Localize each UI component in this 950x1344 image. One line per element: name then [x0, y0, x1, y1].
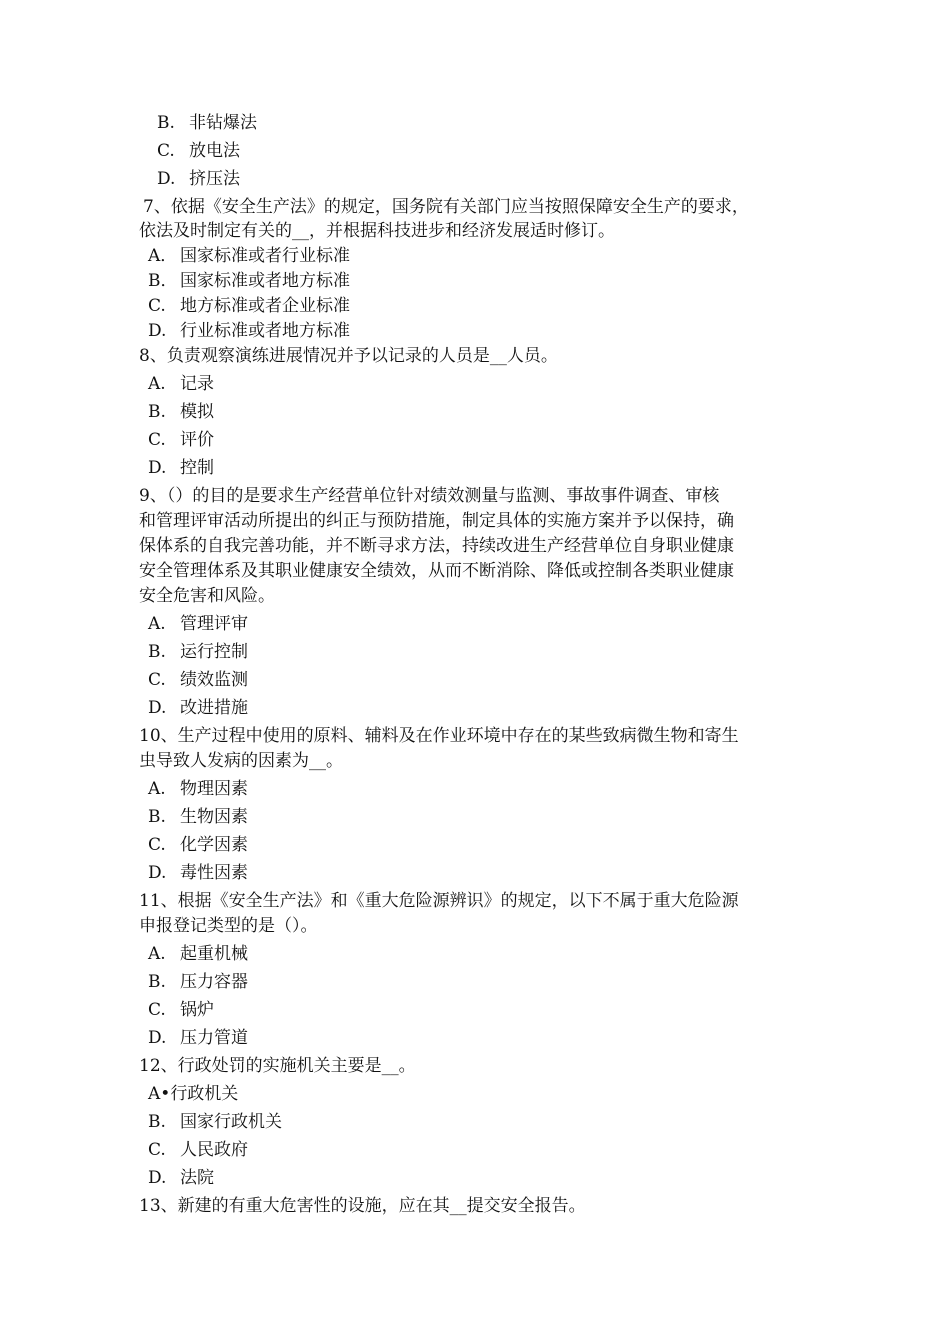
option-9-d: D. 改进措施: [148, 698, 248, 718]
option-10-b: B. 生物因素: [148, 807, 248, 827]
option-7-c: C. 地方标准或者企业标准: [148, 296, 350, 316]
question-10-line-2: 虫导致人发病的因素为__。: [139, 751, 343, 771]
option-7-b: B． 国家标准或者地方标准: [148, 271, 350, 291]
option-9-c: C. 绩效监测: [148, 670, 248, 690]
option-6-b: B. 非钻爆法: [157, 113, 257, 133]
option-8-c: C. 评价: [148, 430, 214, 450]
option-10-d: D. 毒性因素: [148, 863, 248, 883]
question-9-line-5: 安全危害和风险。: [139, 586, 275, 606]
question-9-line-2: 和管理评审活动所提出的纠正与预防措施，制定具体的实施方案并予以保持，确: [139, 511, 734, 531]
question-7-line-1: 7、依据《安全生产法》的规定，国务院有关部门应当按照保障安全生产的要求，: [143, 197, 749, 217]
option-6-c: C. 放电法: [157, 141, 240, 161]
option-8-d: D. 控制: [148, 458, 214, 478]
option-12-c: C. 人民政府: [148, 1140, 248, 1160]
question-9-line-3: 保体系的自我完善功能，并不断寻求方法，持续改进生产经营单位自身职业健康: [139, 536, 734, 556]
option-9-b: B. 运行控制: [148, 642, 248, 662]
question-13-line-1: 13、新建的有重大危害性的设施，应在其__提交安全报告。: [139, 1196, 586, 1216]
option-10-c: C. 化学因素: [148, 835, 248, 855]
option-12-b: B. 国家行政机关: [148, 1112, 282, 1132]
option-11-d: D. 压力管道: [148, 1028, 248, 1048]
question-7-line-2: 依法及时制定有关的__，并根据科技进步和经济发展适时修订。: [139, 221, 615, 241]
question-9-line-1: 9、（）的目的是要求生产经营单位针对绩效测量与监测、事故事件调查、审核: [139, 486, 720, 506]
option-12-d: D. 法院: [148, 1168, 214, 1188]
question-11-line-1: 11、根据《安全生产法》和《重大危险源辨识》的规定，以下不属于重大危险源: [139, 891, 739, 911]
option-8-b: B. 模拟: [148, 402, 214, 422]
option-10-a: A. 物理因素: [148, 779, 248, 799]
question-10-line-1: 10、生产过程中使用的原料、辅料及在作业环境中存在的某些致病微生物和寄生: [139, 726, 739, 746]
option-9-a: A. 管理评审: [148, 614, 248, 634]
option-11-a: A. 起重机械: [148, 944, 248, 964]
option-11-b: B. 压力容器: [148, 972, 248, 992]
option-11-c: C. 锅炉: [148, 1000, 214, 1020]
option-12-a: A•行政机关: [148, 1084, 239, 1104]
option-8-a: A. 记录: [148, 374, 214, 394]
option-7-a: A． 国家标准或者行业标准: [148, 246, 350, 266]
question-9-line-4: 安全管理体系及其职业健康安全绩效，从而不断消除、降低或控制各类职业健康: [139, 561, 734, 581]
question-8-line-1: 8、负责观察演练进展情况并予以记录的人员是__人员。: [139, 346, 558, 366]
question-12-line-1: 12、行政处罚的实施机关主要是__。: [139, 1056, 416, 1076]
option-6-d: D. 挤压法: [157, 169, 240, 189]
question-11-line-2: 申报登记类型的是（）。: [139, 916, 318, 936]
option-7-d: D. 行业标准或者地方标准: [148, 321, 350, 341]
